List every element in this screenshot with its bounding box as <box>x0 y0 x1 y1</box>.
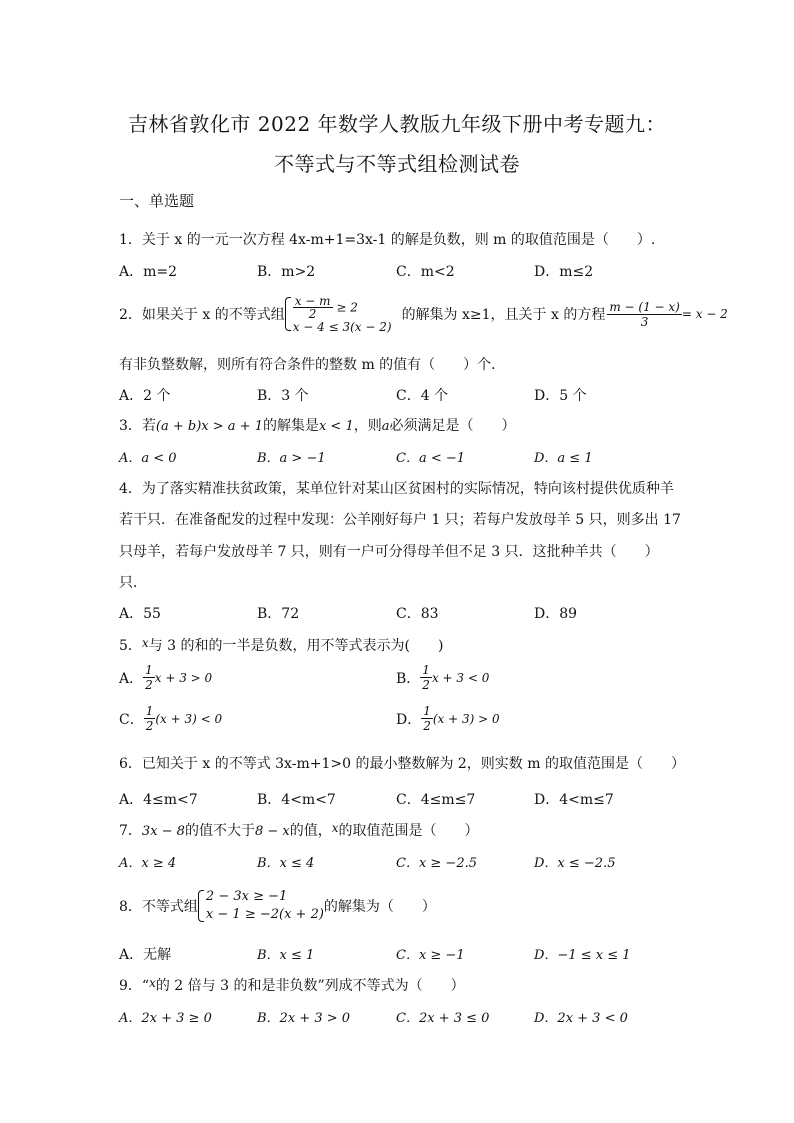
option-c: C．2x + 3 ≤ 0 <box>396 1011 490 1026</box>
question-3-options <box>119 447 679 467</box>
q7-expr2: 8 − x <box>254 824 290 839</box>
option-c: C．a < −1 <box>396 451 466 466</box>
option-c-label: C． <box>119 711 144 728</box>
question-5-options-cd <box>119 704 679 738</box>
q2-prefix: 2．如果关于 x 的不等式组 <box>119 307 285 323</box>
question-1: 1．关于 x 的一元一次方程 4x-m+1=3x-1 的解是负数，则 m 的取值范围是（ ）. <box>119 232 656 248</box>
q3-expression: (a + b)x > a + 1 <box>155 419 263 434</box>
option-a: A．a < 0 <box>119 451 177 466</box>
q8-inequality-system <box>198 888 324 924</box>
option-b: B．4<m<7 <box>257 792 336 808</box>
option-b: B．x ≤ 1 <box>257 948 315 963</box>
q2-system-row2: x − 4 ≤ 3(x − 2) <box>292 319 392 334</box>
option-b: B．a > −1 <box>257 451 326 466</box>
option-d: D．a ≤ 1 <box>534 451 593 466</box>
option-d: D．4<m≤7 <box>534 792 614 808</box>
option-a-half <box>143 663 155 692</box>
q7-expr1: 3x − 8 <box>141 824 185 839</box>
option-a: A．4≤m<7 <box>119 792 198 808</box>
option-a <box>119 663 212 692</box>
half-numerator: 1 <box>145 663 153 677</box>
q2-mid: 的解集为 x≥1，且关于 x 的方程 <box>401 307 606 323</box>
q8-system-row1: 2 − 3x ≥ −1 <box>205 888 288 904</box>
option-c: C．m<2 <box>396 264 455 280</box>
section-heading: 一、单选题 <box>119 192 195 210</box>
option-c <box>119 704 222 733</box>
option-d: D．5 个 <box>534 388 587 404</box>
q3-solution: x < 1 <box>318 419 354 434</box>
q9-suffix: 的 2 倍与 3 的和是非负数”列成不等式为（ ） <box>155 978 465 994</box>
half-denominator: 2 <box>145 719 154 733</box>
question-5 <box>119 635 443 655</box>
q9-variable: x <box>149 976 156 990</box>
q3-mid2: ，则 <box>353 418 382 434</box>
question-1-options <box>119 261 679 281</box>
option-c: C．x ≥ −1 <box>396 948 465 963</box>
q2-row1-relation: ≥ 2 <box>336 300 358 315</box>
q2-eq-rhs: = x − 2 <box>681 307 728 321</box>
q2-equation-fraction <box>607 300 682 329</box>
option-c: C．x ≥ −2.5 <box>396 856 478 871</box>
half-numerator: 1 <box>422 663 430 677</box>
half-numerator: 1 <box>423 704 431 718</box>
q3-suffix: 必须满足是（ ） <box>389 418 516 434</box>
question-4-line1: 4．为了落实精准扶贫政策，某单位针对某山区贫困村的实际情况，特向该村提供优质种羊 <box>119 481 674 497</box>
doc-title-line1: 吉林省敦化市 2022 年数学人教版九年级下册中考专题九： <box>127 112 667 136</box>
option-a: A．2x + 3 ≥ 0 <box>119 1011 212 1026</box>
question-9 <box>119 975 465 995</box>
option-d: D．m≤2 <box>534 264 594 280</box>
q7-mid: 的值不大于 <box>184 823 255 839</box>
q3-mid: 的解集是 <box>262 418 319 434</box>
question-5-options-ab <box>119 663 679 697</box>
question-7 <box>119 820 479 840</box>
q7-prefix: 7． <box>119 823 142 839</box>
question-4-line3: 只母羊，若每户发放母羊 7 只，则有一户可分得母羊但不足 3 只．这批种羊共（ ） <box>119 544 659 560</box>
question-2 <box>119 286 728 342</box>
option-b: B．2x + 3 > 0 <box>257 1011 351 1026</box>
question-6: 6．已知关于 x 的不等式 3x-m+1>0 的最小整数解为 2，则实数 m 的取值范围是（ ） <box>119 756 685 772</box>
q2-row1-denominator: 2 <box>308 307 317 322</box>
option-c: C．83 <box>396 606 439 622</box>
q2-eq-numerator: m − (1 − x) <box>609 299 680 314</box>
q3-variable: a <box>381 419 390 434</box>
q3-prefix: 3．若 <box>119 418 156 434</box>
option-b: B．m>2 <box>257 264 316 280</box>
question-2-line2: 有非负整数解，则所有符合条件的整数 m 的值有（ ）个． <box>119 357 506 373</box>
option-d: D．2x + 3 < 0 <box>534 1011 628 1026</box>
option-d-half <box>421 704 433 733</box>
option-b-rest: x + 3 < 0 <box>431 670 490 685</box>
question-6-options <box>119 789 679 809</box>
option-b: B．3 个 <box>257 388 309 404</box>
question-4-line2: 若干只．在准备配发的过程中发现：公羊刚好每户 1 只；若每户发放母羊 5 只，则多出 17 <box>119 512 681 528</box>
option-c-rest: (x + 3) < 0 <box>155 711 223 726</box>
q5-prefix: 5． <box>119 638 142 654</box>
option-d-rest: (x + 3) > 0 <box>432 711 500 726</box>
question-4-line4: 只． <box>119 575 147 591</box>
option-a-label: A． <box>119 670 144 687</box>
q2-eq-denominator: 3 <box>640 314 649 329</box>
option-a: A．x ≥ 4 <box>119 856 177 871</box>
option-d-label: D． <box>396 711 422 728</box>
q2-system-row1 <box>293 295 392 321</box>
question-8 <box>119 884 436 928</box>
option-d: D．−1 ≤ x ≤ 1 <box>534 948 631 963</box>
option-a: A．55 <box>119 606 161 622</box>
question-7-options <box>119 852 679 872</box>
option-b <box>396 663 489 692</box>
q8-suffix: 的解集为（ ） <box>323 899 436 915</box>
doc-title-line2: 不等式与不等式组检测试卷 <box>274 152 520 176</box>
option-d <box>396 704 500 733</box>
option-a-rest: x + 3 > 0 <box>154 670 213 685</box>
half-denominator: 2 <box>145 678 153 692</box>
option-d: D．89 <box>534 606 578 622</box>
half-numerator: 1 <box>145 704 154 718</box>
option-c-half <box>144 704 156 733</box>
question-3 <box>119 415 516 435</box>
question-4-options <box>119 603 679 623</box>
option-b: B．72 <box>257 606 300 622</box>
q7-variable: x <box>331 821 339 835</box>
option-a: A．无解 <box>119 947 172 963</box>
option-c: C．4 个 <box>396 388 449 404</box>
q8-system-row2: x − 1 ≥ −2(x + 2) <box>205 907 324 922</box>
q7-suffix: 的取值范围是（ ） <box>338 823 479 839</box>
option-a: A．m=2 <box>119 264 178 280</box>
q2-row1-numerator: x − m <box>294 293 331 308</box>
q8-prefix: 8．不等式组 <box>119 899 198 915</box>
option-b: B．x ≤ 4 <box>257 856 315 871</box>
option-d: D．x ≤ −2.5 <box>534 856 616 871</box>
question-2-options <box>119 385 679 405</box>
q9-prefix: 9．“ <box>119 978 150 994</box>
half-denominator: 2 <box>422 678 430 692</box>
q5-suffix: 与 3 的和的一半是负数，用不等式表示为( ) <box>148 638 444 654</box>
question-8-options <box>119 944 679 964</box>
q2-inequality-system <box>285 295 392 334</box>
question-9-options <box>119 1007 679 1027</box>
q5-variable: x <box>141 636 149 650</box>
option-a: A．2 个 <box>119 388 171 404</box>
half-denominator: 2 <box>423 719 431 733</box>
option-b-label: B． <box>396 670 421 687</box>
option-c: C．4≤m≤7 <box>396 792 476 808</box>
q7-mid2: 的值， <box>289 823 332 839</box>
option-b-half <box>420 663 432 692</box>
